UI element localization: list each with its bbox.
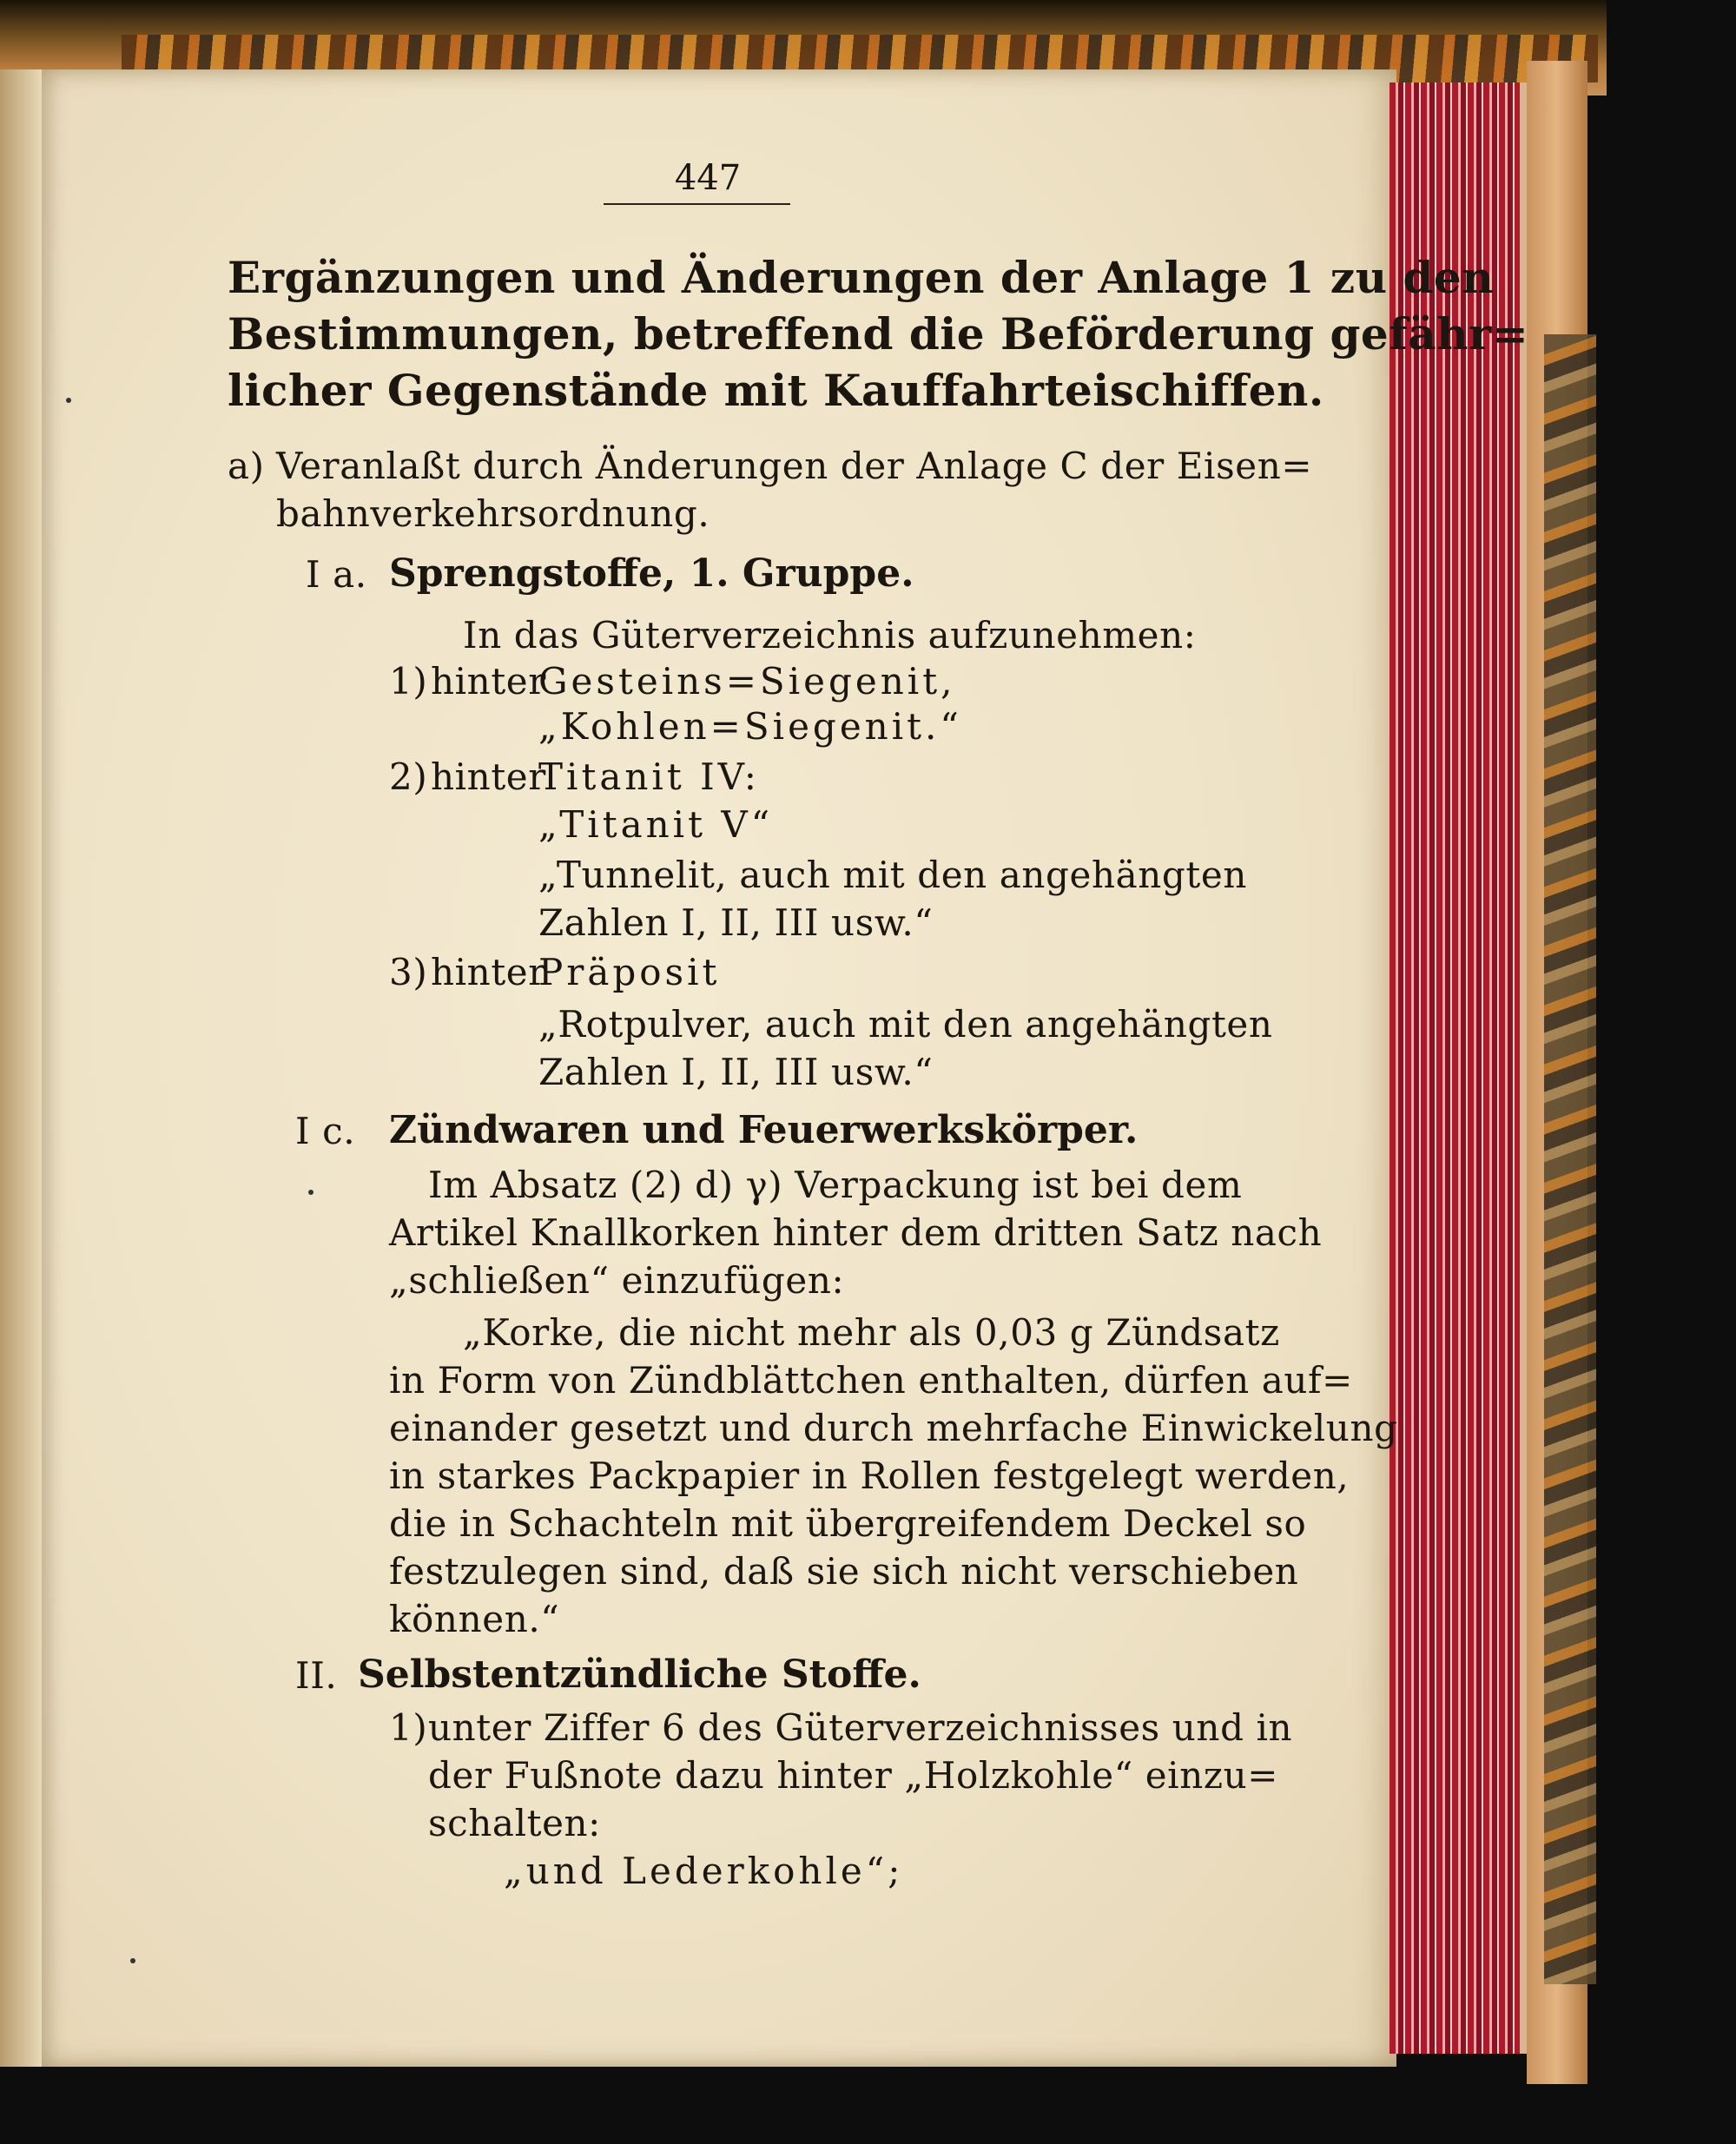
item-1-text: hinter bbox=[431, 660, 546, 703]
margin-dot-2 bbox=[308, 1190, 314, 1195]
item-2-insert-1: „Titanit V“ bbox=[538, 803, 774, 846]
group-Ic-line-9: festzulegen sind, daß sie sich nicht verschieben bbox=[389, 1550, 1299, 1593]
item-3-number: 3) bbox=[389, 951, 428, 993]
page-number-rule bbox=[604, 203, 790, 205]
group-Ic-heading: Zündwaren und Feuerwerkskörper. bbox=[389, 1108, 1139, 1152]
group-Ic-line-8: die in Schachteln mit übergreifendem Deckel so bbox=[389, 1502, 1307, 1545]
item-3-insert-2: Zahlen I, II, III usw.“ bbox=[538, 1051, 934, 1093]
group-II-label: II. bbox=[295, 1654, 338, 1697]
group-Ic-line-5: in Form von Zündblättchen enthalten, dürfen auf= bbox=[389, 1359, 1353, 1402]
group-Ic-line-1: Im Absatz (2) d) γ) Verpackung ist bei dem bbox=[428, 1164, 1243, 1206]
group-II-item-number: 1) bbox=[389, 1706, 428, 1749]
group-Ic-line-7: in starkes Packpapier in Rollen festgelegt werden, bbox=[389, 1455, 1350, 1497]
group-II-line-3: schalten: bbox=[428, 1802, 601, 1844]
item-1-number: 1) bbox=[389, 660, 428, 703]
page-number: 447 bbox=[674, 158, 742, 198]
margin-dot-1 bbox=[66, 398, 71, 403]
item-2-text: hinter bbox=[431, 755, 546, 798]
section-a-marker: a) bbox=[228, 445, 265, 487]
group-II-heading: Selbstentzündliche Stoffe. bbox=[358, 1653, 921, 1697]
group-Ic-label: I c. bbox=[295, 1110, 356, 1152]
item-2-number: 2) bbox=[389, 755, 428, 798]
item-2-word: Titanit IV: bbox=[538, 755, 760, 798]
group-Ic-line-6: einander gesetzt und durch mehrfache Einwickelung bbox=[389, 1407, 1398, 1449]
item-3-word: Präposit bbox=[538, 951, 721, 993]
group-Ic-line-3: „schließen“ einzufügen: bbox=[389, 1259, 845, 1302]
item-3-text: hinter bbox=[431, 951, 546, 993]
item-3-insert-1: „Rotpulver, auch mit den angehängten bbox=[538, 1003, 1273, 1046]
group-II-line-4: „und Lederkohle“; bbox=[504, 1850, 904, 1892]
group-Ic-line-2: Artikel Knallkorken hinter dem dritten Satz nach bbox=[389, 1211, 1323, 1254]
margin-dot-3 bbox=[130, 1958, 135, 1963]
group-II-line-2: der Fußnote dazu hinter „Holzkohle“ einzu= bbox=[428, 1754, 1279, 1797]
group-Ic-line-10: können.“ bbox=[389, 1598, 560, 1640]
item-2-insert-2: „Tunnelit, auch mit den angehängten bbox=[538, 854, 1248, 896]
group-II-line-1: unter Ziffer 6 des Güterverzeichnisses und in bbox=[428, 1706, 1293, 1749]
group-Ic-line-4: „Korke, die nicht mehr als 0,03 g Zündsatz bbox=[463, 1311, 1280, 1354]
title-line-1: Ergänzungen und Änderungen der Anlage 1 zu den bbox=[228, 252, 1495, 303]
title-line-2: Bestimmungen, betreffend die Beförderung gefähr= bbox=[228, 308, 1529, 360]
section-a-line-2: bahnverkehrsordnung. bbox=[276, 492, 710, 535]
section-a-line-1: Veranlaßt durch Änderungen der Anlage C der Eisen= bbox=[276, 445, 1313, 487]
title-line-3: licher Gegenstände mit Kauffahrteischiffen. bbox=[228, 365, 1324, 416]
group-Ia-intro: In das Güterverzeichnis aufzunehmen: bbox=[463, 614, 1197, 656]
group-Ia-heading: Sprengstoffe, 1. Gruppe. bbox=[389, 551, 914, 596]
item-1-insert-1: „Kohlen=Siegenit.“ bbox=[538, 705, 962, 748]
group-Ia-label: I a. bbox=[306, 553, 367, 596]
item-1-word: Gesteins=Siegenit, bbox=[538, 660, 956, 703]
item-2-insert-3: Zahlen I, II, III usw.“ bbox=[538, 901, 934, 944]
